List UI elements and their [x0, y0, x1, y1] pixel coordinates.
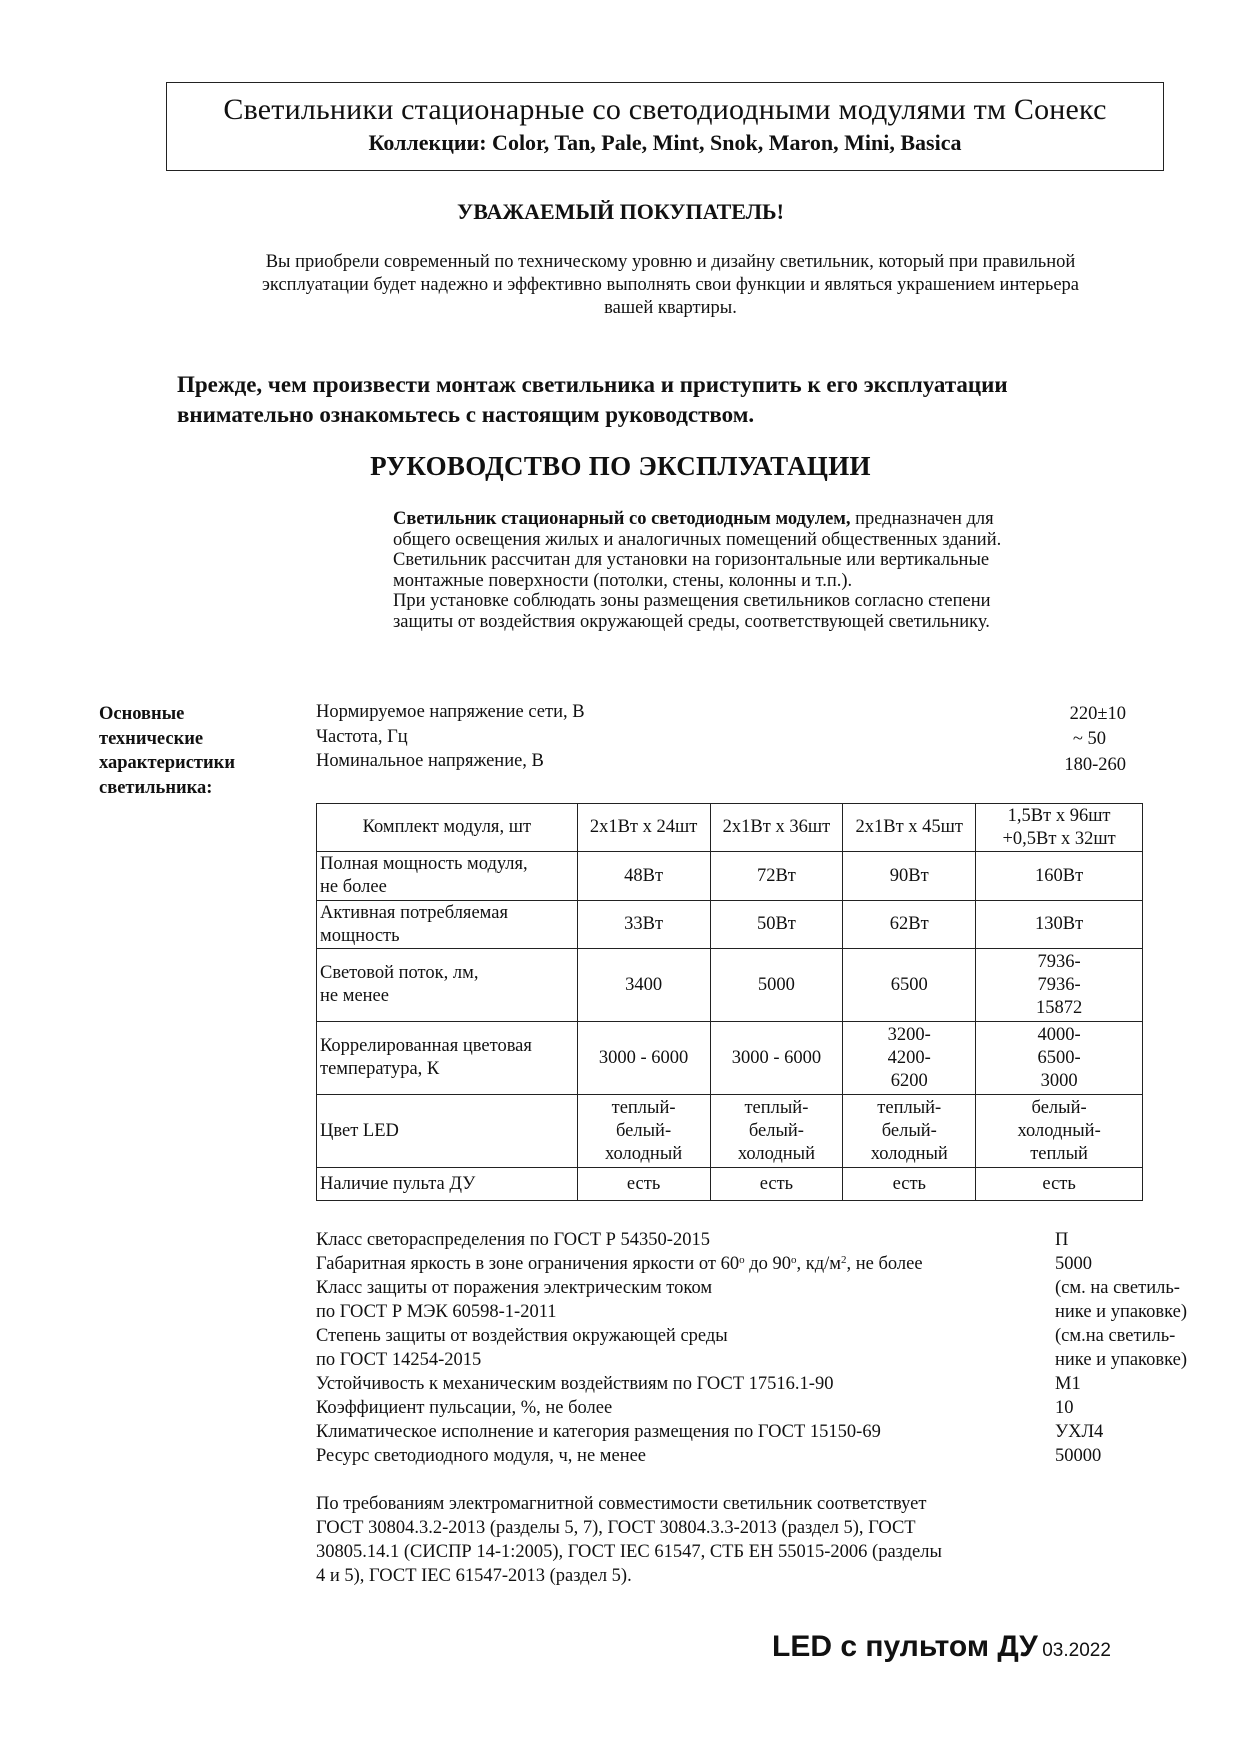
cell-line: 90Вт: [889, 865, 929, 886]
cell-line: 33Вт: [624, 914, 664, 934]
table-cell: [710, 852, 843, 901]
table-header-cell: [976, 804, 1143, 852]
intro-paragraph: [190, 251, 1151, 320]
cell-line: не более: [320, 877, 387, 897]
table-row: [317, 1095, 1143, 1168]
warning-line: внимательно ознакомьтесь с настоящим руководством.: [177, 402, 755, 427]
cell-line: 62Вт: [889, 914, 929, 934]
cell-line: Активная потребляемая: [320, 902, 508, 923]
description-first-line: [393, 509, 1153, 530]
footer: [772, 1630, 1111, 1664]
table-cell: [710, 901, 843, 949]
table-row-label: [317, 901, 578, 949]
class-row: [316, 1228, 1216, 1252]
manual-title: РУКОВОДСТВО ПО ЭКСПЛУАТАЦИИ: [370, 451, 871, 481]
class-value: УХЛ4: [1055, 1422, 1104, 1442]
cell-line: 130Вт: [1035, 914, 1084, 934]
table-cell: [976, 1168, 1143, 1201]
cell-line: 7936-: [1037, 951, 1081, 972]
cell-line: холодный-: [1017, 1120, 1101, 1141]
table-cell: [976, 1095, 1143, 1168]
brightness-label-part: Габаритная яркость в зоне ограничения яркости от 60: [316, 1254, 740, 1274]
footer-product-label: LED с пультом ДУ: [772, 1630, 1038, 1663]
cell-line: 2х1Вт х 36шт: [722, 817, 831, 837]
class-label: [316, 1254, 923, 1274]
description-line: Светильник рассчитан для установки на горизонтальные или вертикальные: [393, 550, 990, 570]
cell-line: есть: [892, 1173, 926, 1194]
header-box: [166, 82, 1164, 171]
cell-line: 3400: [625, 974, 663, 995]
degree-mark: о: [739, 1254, 745, 1266]
class-value: П: [1055, 1230, 1069, 1250]
table-cell: [976, 901, 1143, 949]
class-label: Класс защиты от поражения электрическим током: [316, 1278, 713, 1298]
emc-line: 30805.14.1 (СИСПР 14-1:2005), ГОСТ IEC 61547, СТБ ЕН 55015-2006 (разделы: [316, 1542, 942, 1562]
intro-line: вашей квартиры.: [604, 298, 737, 318]
cell-line: 1,5Вт х 96шт: [1007, 805, 1111, 826]
cell-line: холодный: [605, 1143, 683, 1164]
class-label: по ГОСТ Р МЭК 60598-1-2011: [316, 1302, 557, 1322]
spec-label: Частота, Гц: [316, 726, 408, 747]
brightness-label-part: , не более: [846, 1254, 923, 1274]
description-line: общего освещения жилых и аналогичных помещений общественных зданий.: [393, 529, 1002, 550]
cell-line: есть: [626, 1173, 661, 1194]
table-row-label: [317, 949, 578, 1022]
warning-paragraph: [177, 370, 1157, 430]
table-cell: [843, 1022, 976, 1095]
table-cell: [976, 949, 1143, 1022]
table-cell: [710, 1168, 843, 1201]
cell-line: 2х1Вт х 45шт: [855, 817, 964, 837]
description-line: защиты от воздействия окружающей среды, соответствующей светильнику.: [393, 611, 990, 632]
cell-line: Наличие пульта ДУ: [320, 1173, 476, 1194]
specs-label: [99, 702, 289, 800]
cell-line: 5000: [757, 974, 795, 995]
cell-line: белый-: [881, 1120, 937, 1141]
cell-line: 3200-: [887, 1024, 931, 1045]
cell-line: теплый-: [877, 1097, 942, 1118]
table-row: [317, 949, 1143, 1022]
class-label: Устойчивость к механическим воздействиям по ГОСТ 17516.1-90: [316, 1374, 834, 1394]
class-row: [316, 1396, 1216, 1420]
description-line-rest: предназначен для: [850, 509, 994, 529]
class-row: [316, 1324, 1216, 1348]
table-row-label: [317, 1095, 578, 1168]
table-row: [317, 1022, 1143, 1095]
table-row-label: [317, 1022, 578, 1095]
class-label: Ресурс светодиодного модуля, ч, не менее: [316, 1446, 647, 1466]
table-cell: [577, 949, 710, 1022]
table-cell: [843, 852, 976, 901]
table-cell: [577, 1022, 710, 1095]
spec-value: ~ 50: [1072, 728, 1106, 749]
table-cell: [577, 852, 710, 901]
square-mark: 2: [841, 1254, 847, 1266]
table-row: [317, 852, 1143, 901]
cell-line: Полная мощность модуля,: [320, 854, 528, 874]
class-row: [316, 1276, 1216, 1300]
table-cell: [843, 1095, 976, 1168]
table-cell: [843, 949, 976, 1022]
class-row: [316, 1348, 1216, 1372]
classification-list: [316, 1228, 1216, 1468]
cell-line: +0,5Вт х 32шт: [1002, 828, 1116, 849]
cell-line: 72Вт: [756, 865, 796, 886]
specs-label-line: характеристики: [99, 753, 235, 773]
cell-line: холодный: [870, 1143, 948, 1164]
cell-line: есть: [1042, 1173, 1076, 1194]
emc-paragraph: [316, 1492, 1036, 1588]
brightness-label-part: до 90: [744, 1254, 792, 1274]
spec-value: 180-260: [1064, 755, 1126, 775]
table-header-cell: [843, 804, 976, 852]
table-row: [317, 1168, 1143, 1201]
table-header-row: [317, 804, 1143, 852]
cell-line: теплый-: [611, 1097, 676, 1118]
cell-line: 4200-: [887, 1047, 931, 1068]
class-label: Коэффициент пульсации, %, не более: [316, 1398, 613, 1418]
table-cell: [710, 1022, 843, 1095]
table-cell: [577, 901, 710, 949]
table-cell: [843, 901, 976, 949]
table-cell: [976, 1022, 1143, 1095]
specs-label-line: светильника:: [99, 777, 213, 798]
cell-line: 3000 - 6000: [598, 1047, 689, 1068]
table-cell: [577, 1095, 710, 1168]
spec-value: 220±10: [1069, 704, 1126, 724]
table-cell: [976, 852, 1143, 901]
table-cell: [843, 1168, 976, 1201]
cell-line: 3000: [1040, 1070, 1078, 1091]
main-specs-list: [316, 702, 1156, 776]
table-cell: [710, 949, 843, 1022]
specs-label-line: Основные: [99, 704, 185, 724]
brightness-label-part: , кд/м: [796, 1254, 842, 1274]
spec-row: [316, 702, 1156, 727]
cell-line: 6500: [890, 974, 928, 995]
footer-date: 03.2022: [1042, 1640, 1111, 1661]
cell-line: белый-: [1031, 1097, 1087, 1118]
class-value: М1: [1055, 1374, 1081, 1394]
cell-line: 7936-: [1037, 974, 1081, 995]
cell-line: 50Вт: [756, 914, 796, 934]
description-line: монтажные поверхности (потолки, стены, колонны и т.п.).: [393, 570, 853, 591]
class-row: [316, 1372, 1216, 1396]
spec-row: [316, 751, 1156, 776]
class-value: нике и упаковке): [1055, 1350, 1187, 1370]
class-row: [316, 1420, 1216, 1444]
cell-line: 2х1Вт х 24шт: [589, 817, 698, 837]
class-value: 10: [1055, 1398, 1074, 1418]
class-value: нике и упаковке): [1055, 1302, 1187, 1322]
spec-label: Нормируемое напряжение сети, В: [316, 702, 585, 722]
class-row: [316, 1252, 1216, 1276]
greeting-heading: УВАЖАЕМЫЙ ПОКУПАТЕЛЬ!: [457, 199, 784, 224]
description-bold-lead: Светильник стационарный со светодиодным модулем,: [393, 509, 851, 529]
spec-label: Номинальное напряжение, В: [316, 751, 544, 771]
cell-line: холодный: [737, 1143, 815, 1164]
cell-line: Комплект модуля, шт: [362, 817, 532, 837]
class-value: (см.на светиль-: [1055, 1326, 1176, 1346]
cell-line: 15872: [1035, 997, 1083, 1018]
cell-line: 6500-: [1037, 1047, 1081, 1068]
class-label: Степень защиты от воздействия окружающей среды: [316, 1326, 728, 1346]
table-row-label: [317, 1168, 578, 1201]
table-row-label: [317, 852, 578, 901]
table-row: [317, 901, 1143, 949]
cell-line: 160Вт: [1035, 865, 1084, 886]
cell-line: температура, К: [320, 1059, 440, 1079]
cell-line: Коррелированная цветовая: [320, 1036, 532, 1056]
class-row: [316, 1300, 1216, 1324]
cell-line: 6200: [890, 1070, 928, 1091]
cell-line: не менее: [320, 986, 389, 1006]
class-label: Климатическое исполнение и категория размещения по ГОСТ 15150-69: [316, 1422, 881, 1442]
table-header-cell: [577, 804, 710, 852]
class-value: 5000: [1055, 1254, 1092, 1274]
specs-label-line: технические: [99, 728, 204, 749]
table-cell: [710, 1095, 843, 1168]
emc-line: 4 и 5), ГОСТ IEC 61547-2013 (раздел 5).: [316, 1566, 632, 1586]
cell-line: есть: [759, 1173, 794, 1194]
cell-line: теплый-: [744, 1097, 809, 1118]
cell-line: белый-: [748, 1120, 804, 1141]
table-header-cell: [710, 804, 843, 852]
emc-line: По требованиям электромагнитной совместимости светильник соответствует: [316, 1494, 927, 1514]
emc-line: ГОСТ 30804.3.2-2013 (разделы 5, 7), ГОСТ 30804.3.3-2013 (раздел 5), ГОСТ: [316, 1518, 916, 1538]
cell-line: Световой поток, лм,: [320, 963, 479, 983]
cell-line: мощность: [320, 925, 400, 946]
document-title: Светильники стационарные со светодиодными модулями тм Сонекс: [223, 93, 1107, 126]
intro-line: Вы приобрели современный по техническому уровню и дизайну светильник, который при правильной: [265, 252, 1076, 272]
cell-line: теплый: [1030, 1143, 1088, 1164]
intro-line: эксплуатации будет надежно и эффективно выполнять свои функции и являться украшением интерьера: [261, 275, 1080, 295]
table-cell: [577, 1168, 710, 1201]
cell-line: 48Вт: [624, 865, 664, 886]
degree-mark: о: [791, 1254, 797, 1266]
spec-row: [316, 727, 1156, 752]
warning-line: Прежде, чем произвести монтаж светильника и приступить к его эксплуатации: [177, 372, 1008, 397]
class-value: 50000: [1055, 1446, 1102, 1466]
cell-line: 3000 - 6000: [731, 1047, 822, 1068]
table-header-label: [317, 804, 578, 852]
class-value: (см. на светиль-: [1055, 1278, 1180, 1298]
module-table: [316, 803, 1143, 1201]
class-label: по ГОСТ 14254-2015: [316, 1350, 482, 1370]
cell-line: белый-: [616, 1120, 672, 1141]
class-row: [316, 1444, 1216, 1468]
description-line: При установке соблюдать зоны размещения светильников согласно степени: [393, 591, 991, 611]
description-paragraph: [393, 509, 1153, 632]
cell-line: 4000-: [1037, 1024, 1081, 1045]
cell-line: Цвет LED: [320, 1120, 399, 1141]
collections-line: Коллекции: Color, Tan, Pale, Mint, Snok, Maron, Mini, Basica: [368, 130, 962, 155]
class-label: Класс светораспределения по ГОСТ Р 54350-2015: [316, 1230, 710, 1250]
